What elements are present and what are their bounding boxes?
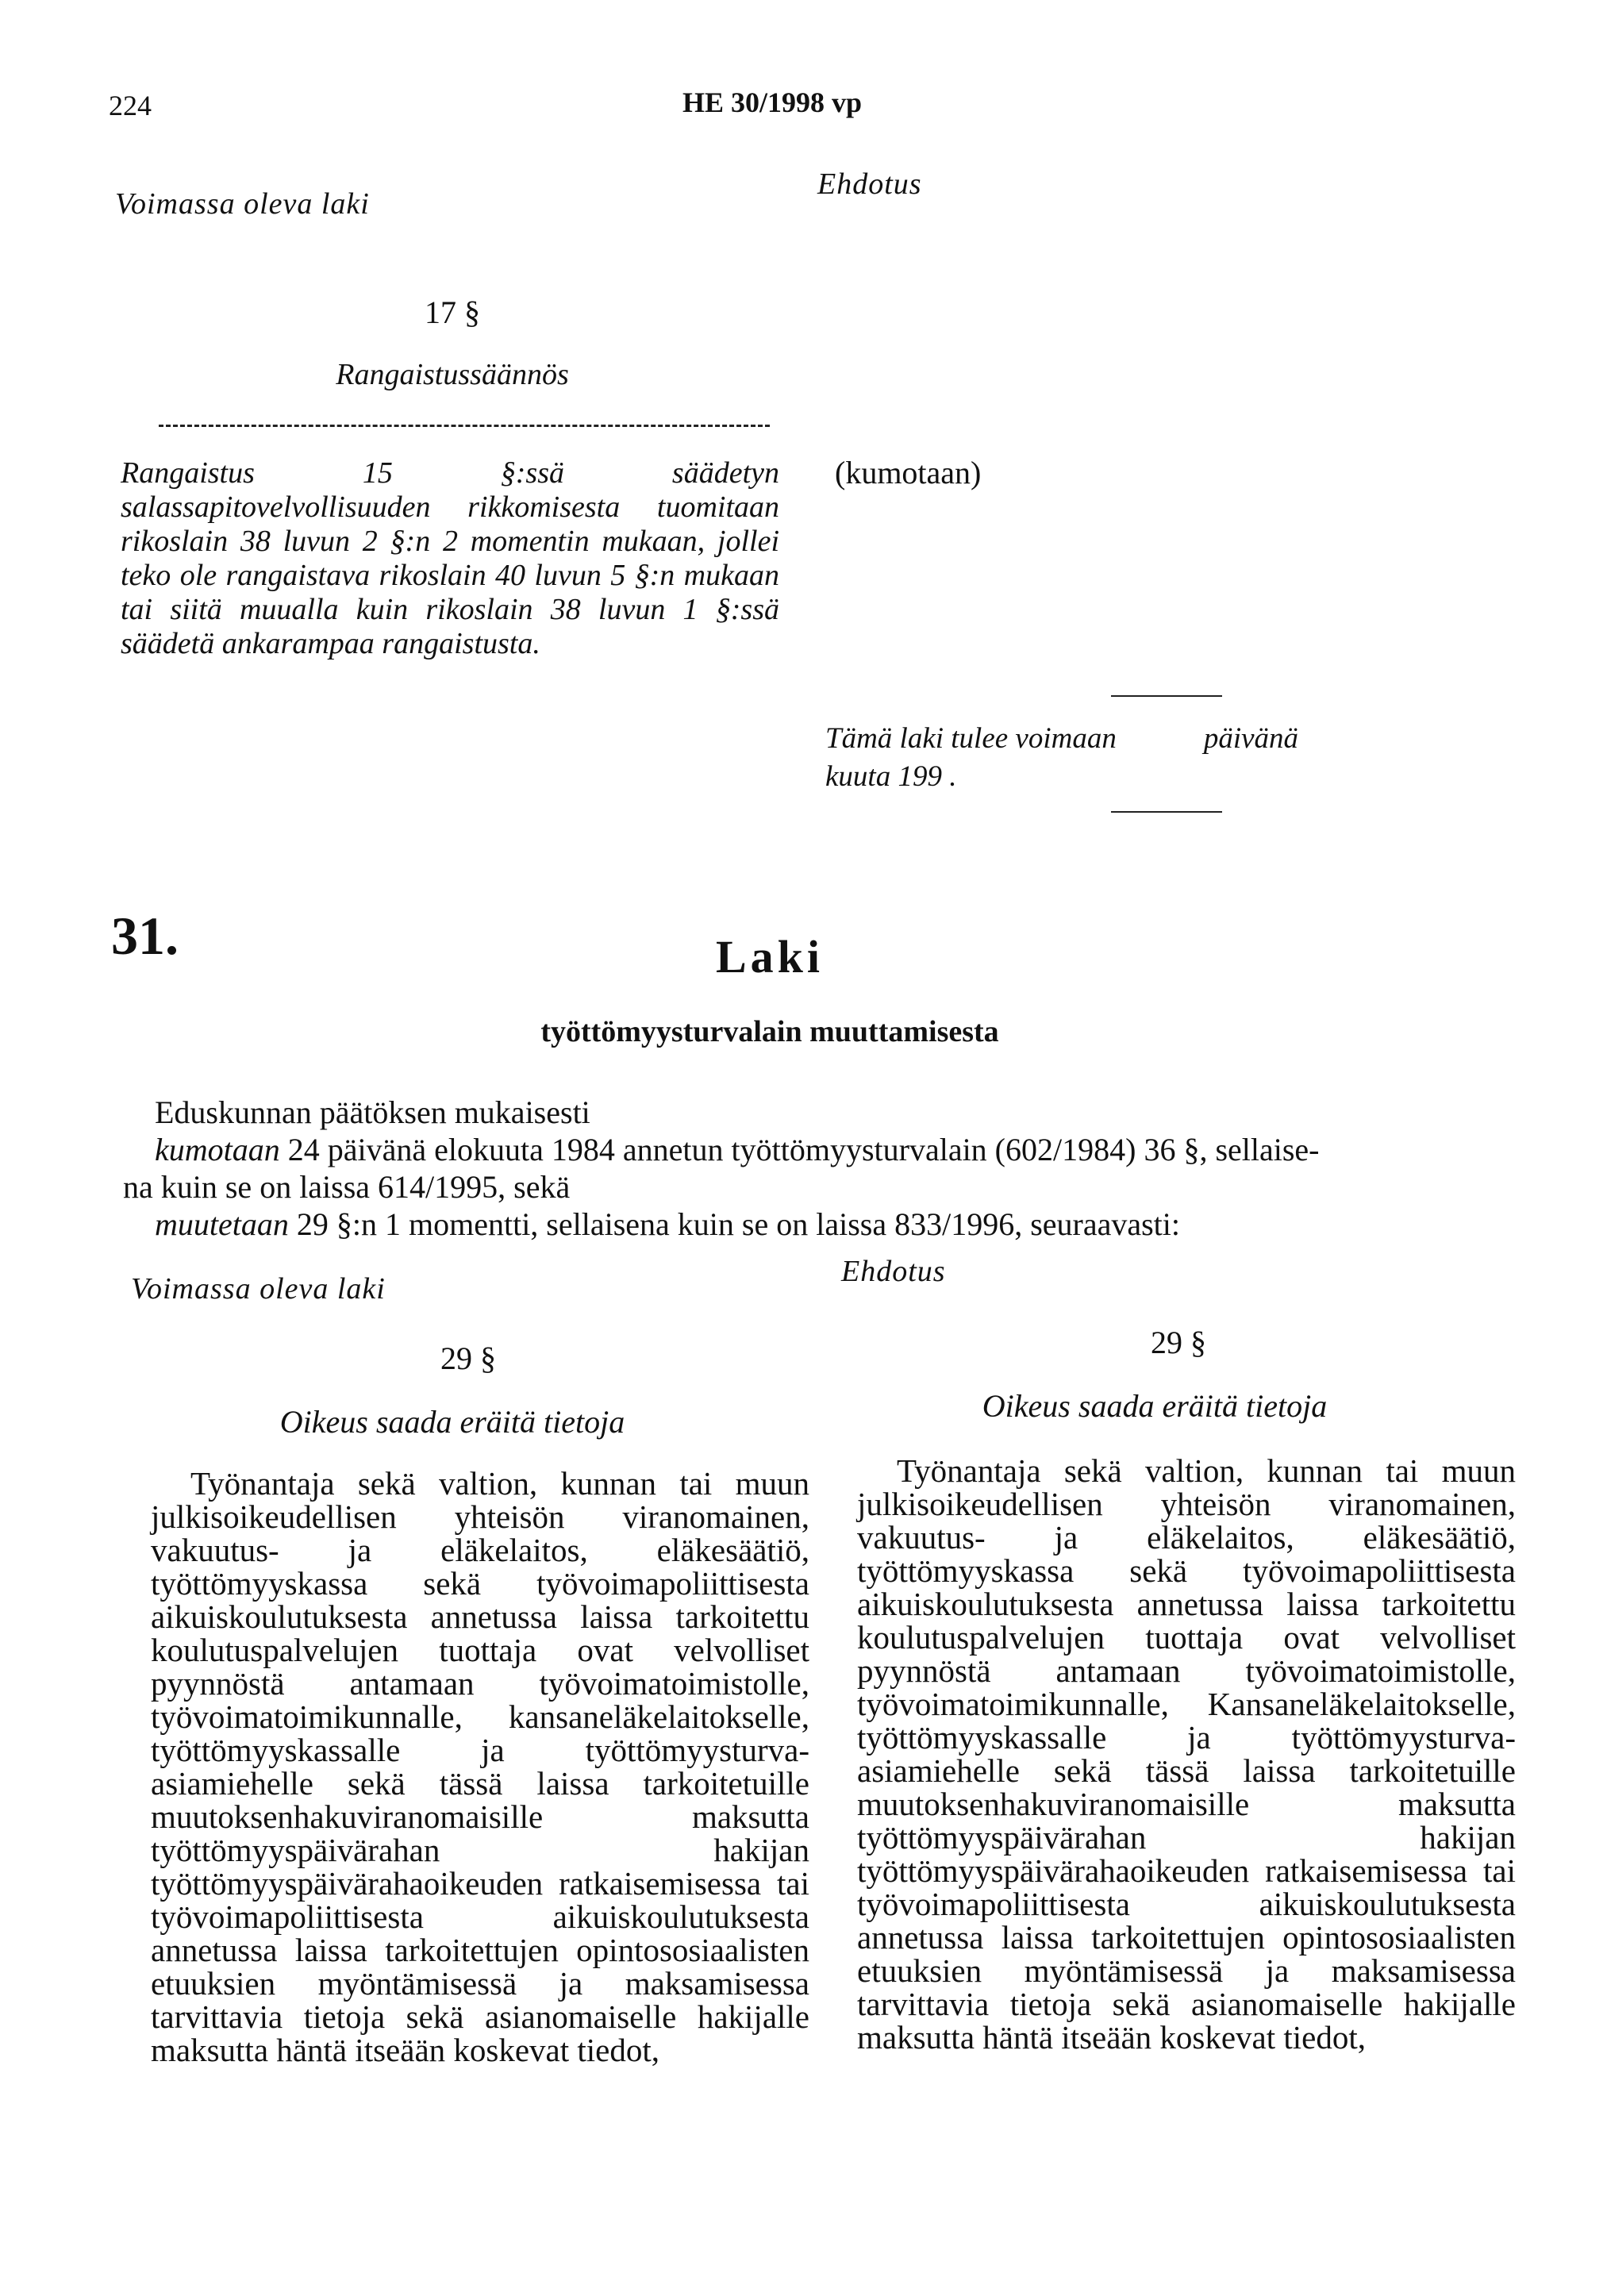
section-17-title: Rangaistussäännös bbox=[336, 358, 569, 391]
section-29-proposal-text bbox=[857, 1454, 1516, 2054]
section-29-proposal-title: Oikeus saada eräitä tietoja bbox=[982, 1388, 1328, 1424]
document-reference: HE 30/1998 vp bbox=[682, 87, 863, 118]
law-preamble bbox=[123, 1094, 1512, 1243]
preamble-intro: Eduskunnan päätöksen mukaisesti bbox=[155, 1094, 590, 1130]
entry-into-force-month: kuuta 199 . bbox=[825, 760, 957, 793]
column-heading-proposal-2: Ehdotus bbox=[841, 1255, 946, 1288]
law-title: Laki bbox=[715, 931, 825, 983]
column-heading-current-law-2: Voimassa oleva laki bbox=[131, 1272, 386, 1306]
preamble-amend-text: 29 §:n 1 momentti, sellaisena kuin se on laissa 833/1996, seuraavasti: bbox=[288, 1206, 1181, 1242]
preamble-repeal-continued: na kuin se on laissa 614/1995, sekä bbox=[123, 1169, 571, 1205]
section-17-current-text: Rangaistus 15 §:ssä säädetyn salassapitovelvollisuuden rikkomisesta tuomitaan rikoslain 38 luvun 2 §:n 2 momentin mukaan, jollei teko ole rangaistava rikoslain 40 luvun 5 §:n mukaan tai siitä muualla kuin rikoslain 38 luvun 1 §:ssä säädetä ankarampaa rangaistusta. bbox=[121, 456, 779, 660]
section-29-current-text bbox=[151, 1467, 809, 2067]
omission-dash-line bbox=[159, 425, 770, 427]
section-29-current-number: 29 § bbox=[440, 1340, 496, 1376]
law-number: 31. bbox=[111, 906, 179, 966]
law-subtitle: työttömyysturvalain muuttamisesta bbox=[540, 1015, 999, 1048]
column-heading-current-law: Voimassa oleva laki bbox=[115, 187, 370, 221]
section-17-number: 17 § bbox=[425, 294, 480, 330]
entry-into-force-text: Tämä laki tulee voimaan bbox=[825, 722, 1117, 755]
separator-rule-bottom bbox=[1111, 811, 1222, 813]
preamble-repeal bbox=[131, 1131, 1512, 1168]
entry-into-force-clause bbox=[825, 720, 1413, 796]
preamble-repeal-text: 24 päivänä elokuuta 1984 annetun työttömyysturvalain (602/1984) 36 §, sellaise- bbox=[279, 1132, 1320, 1167]
section-29-current-title: Oikeus saada eräitä tietoja bbox=[279, 1404, 625, 1440]
entry-into-force-day: päivänä bbox=[1203, 722, 1299, 755]
column-heading-proposal: Ehdotus bbox=[817, 167, 922, 201]
separator-rule-top bbox=[1111, 695, 1222, 697]
page-number: 224 bbox=[109, 90, 152, 121]
preamble-amend bbox=[131, 1206, 1512, 1243]
preamble-amend-verb: muutetaan bbox=[155, 1206, 289, 1242]
section-29-current-paragraph: Työnantaja sekä valtion, kunnan tai muun julkisoikeudellisen yhteisön viranomainen, vakuutus- ja eläkelaitos, eläkesäätiö, työttömyyskassa sekä työvoimapoliittisesta aikuiskoulutuksesta annetussa laissa tarkoitettu koulutuspalvelujen tuottaja ovat velvolliset pyynnöstä antamaan työvoimatoimistolle, työvoimatoimikunnalle, kansaneläkelaitokselle, työttömyyskassalle ja työttömyysturva-asiamiehelle sekä tässä laissa tarkoitetuille muutoksenhakuviranomaisille maksutta työttömyyspäivärahan hakijan työttömyyspäivärahaoikeuden ratkaisemisessa tai työvoimapoliittisesta aikuiskoulutuksesta annetussa laissa tarkoitettujen opintososiaalisten etuuksien myöntämisessä ja maksamisessa tarvittavia tietoja sekä asianomaiselle hakijalle maksutta häntä itseään koskevat tiedot, bbox=[151, 1465, 809, 2068]
section-29-proposal-paragraph: Työnantaja sekä valtion, kunnan tai muun julkisoikeudellisen yhteisön viranomainen, vakuutus- ja eläkelaitos, eläkesäätiö, työttömyyskassa sekä työvoimapoliittisesta aikuiskoulutuksesta annetussa laissa tarkoitettu koulutuspalvelujen tuottaja ovat velvolliset pyynnöstä antamaan työvoimatoimistolle, työvoimatoimikunnalle, Kansaneläkelaitokselle, työttömyyskassalle ja työttömyysturva-asiamiehelle sekä tässä laissa tarkoitetuille muutoksenhakuviranomaisille maksutta työttömyyspäivärahan hakijan työttömyyspäivärahaoikeuden ratkaisemisessa tai työvoimapoliittisesta aikuiskoulutuksesta annetussa laissa tarkoitettujen opintososiaalisten etuuksien myöntämisessä ja maksamisessa tarvittavia tietoja sekä asianomaiselle hakijalle maksutta häntä itseään koskevat tiedot, bbox=[857, 1452, 1516, 2056]
section-29-proposal-number: 29 § bbox=[1151, 1325, 1206, 1360]
preamble-repeal-verb: kumotaan bbox=[155, 1132, 280, 1167]
section-17-proposal-text: (kumotaan) bbox=[835, 455, 982, 490]
